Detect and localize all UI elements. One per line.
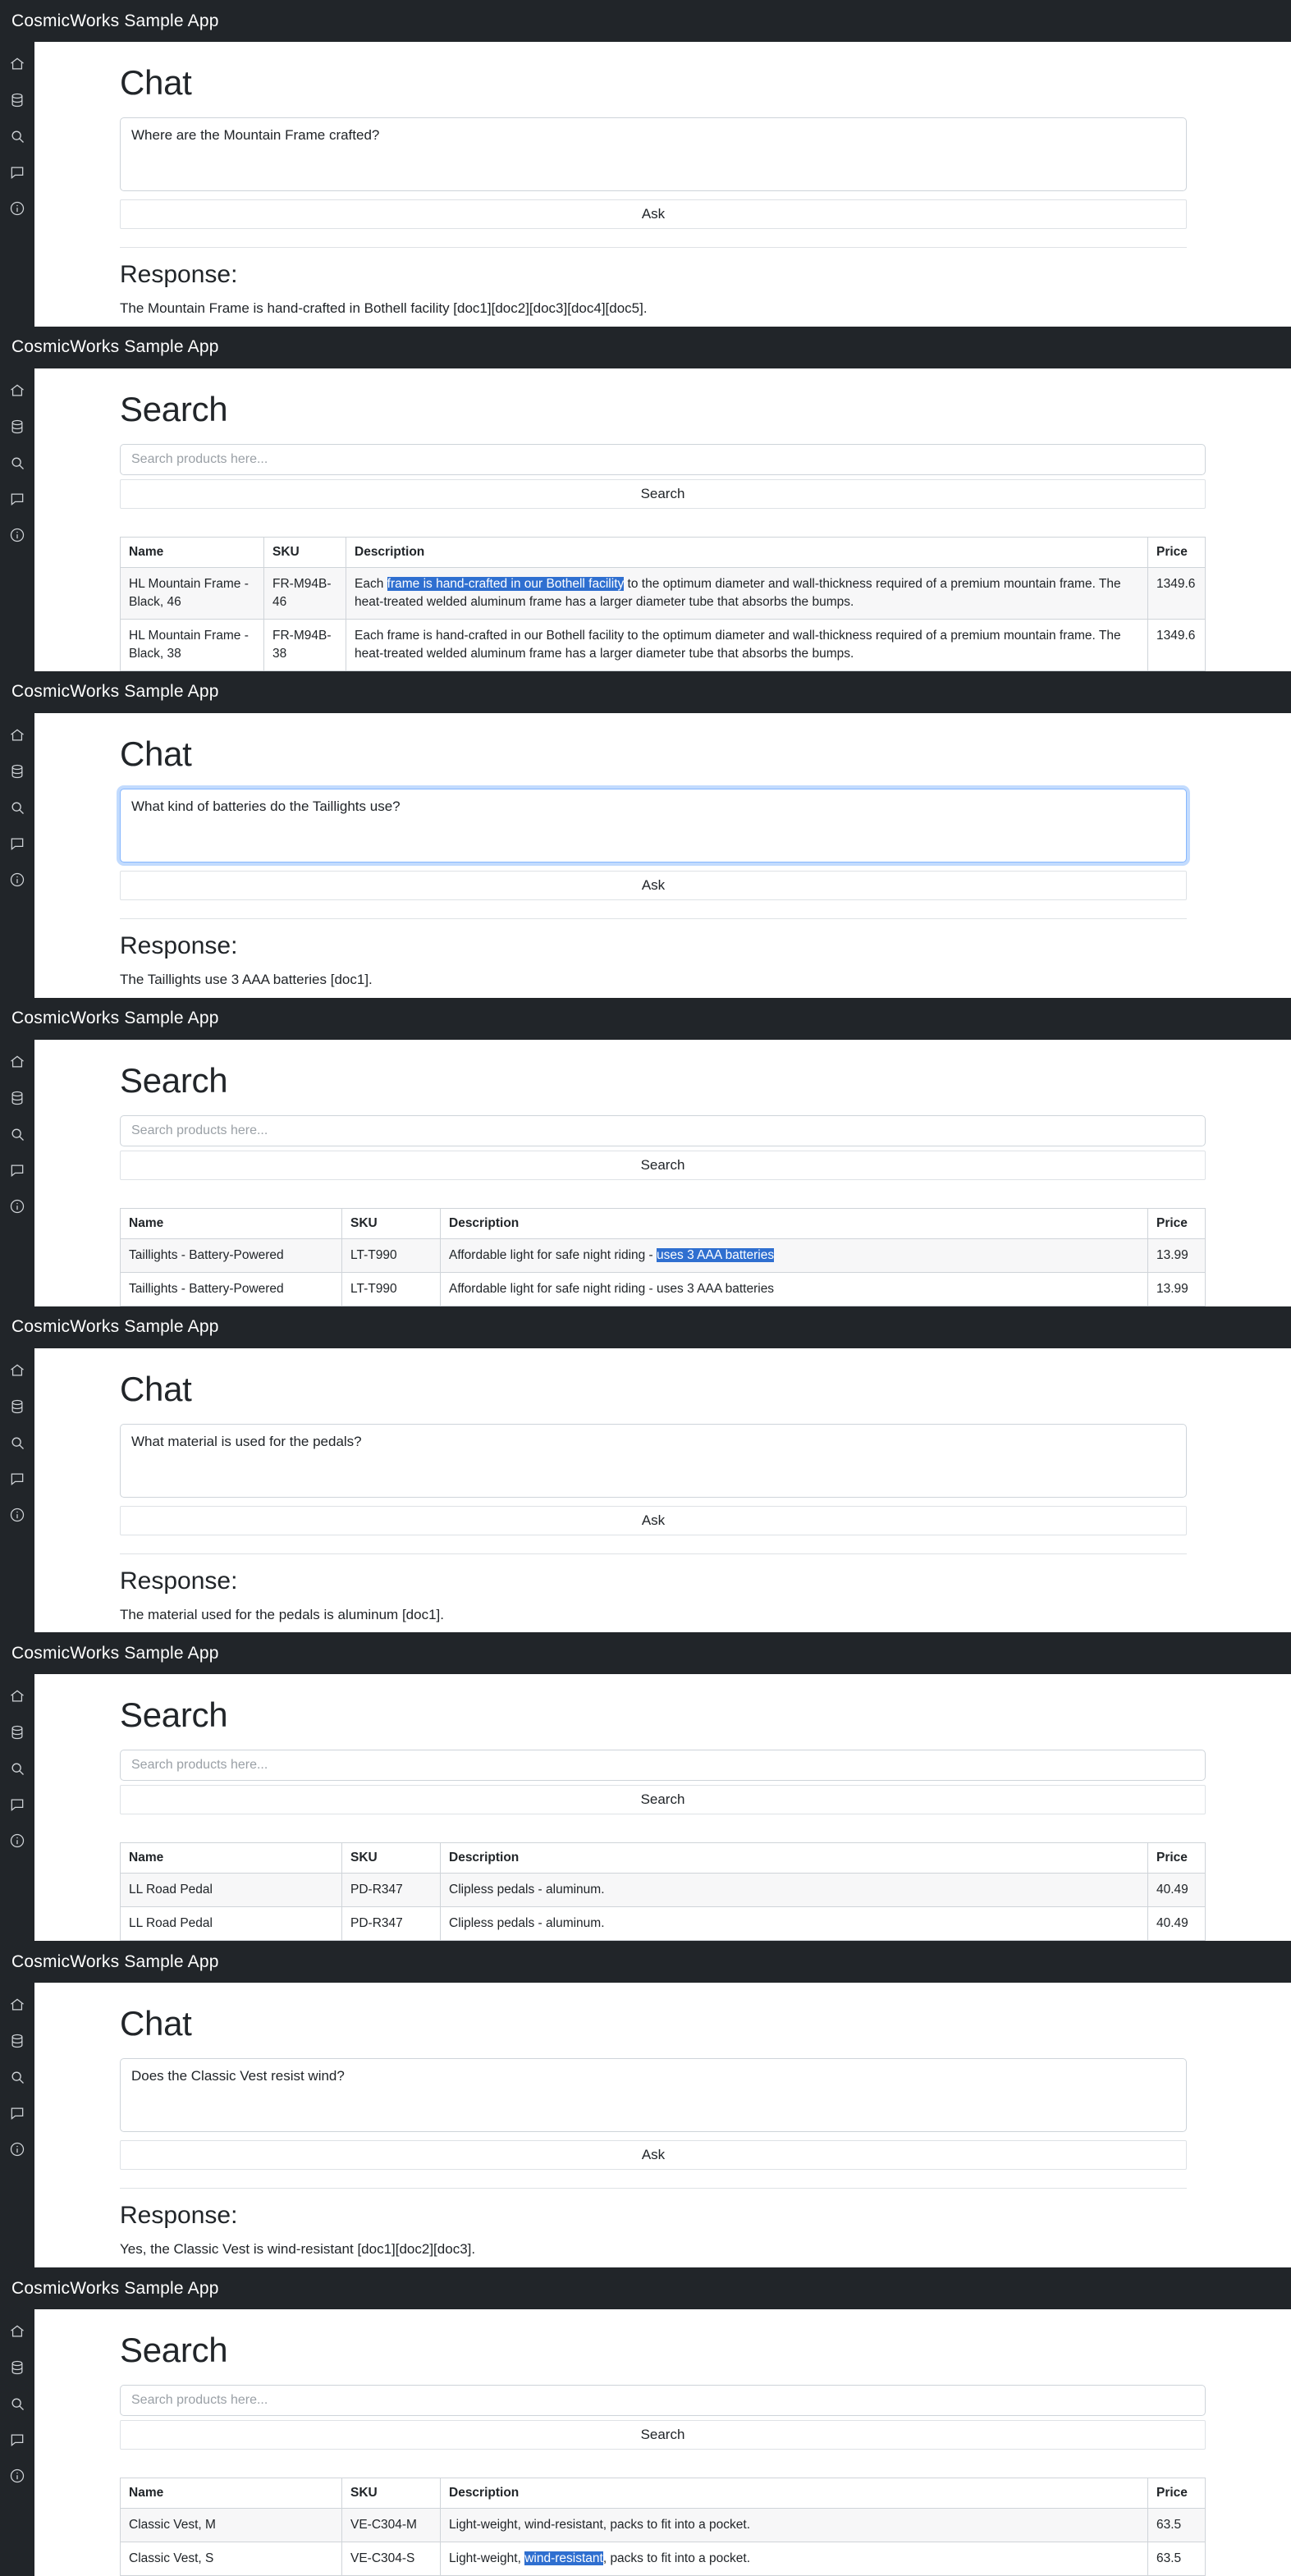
cell-name: Taillights - Battery-Powered — [121, 1272, 342, 1306]
app-title-bar — [0, 1941, 1291, 1983]
panel-body — [0, 368, 1291, 671]
description-highlight: wind-resistant — [524, 2551, 603, 2566]
chat-form — [120, 2058, 1187, 2259]
cell-description — [441, 1874, 1148, 1907]
ask-button[interactable]: Ask — [120, 871, 1187, 900]
results-head-row — [121, 537, 1206, 567]
app-title: CosmicWorks Sample App — [11, 1317, 219, 1337]
search-icon[interactable] — [8, 1434, 26, 1452]
search-input[interactable] — [120, 2385, 1206, 2416]
sidebar-rail — [0, 1983, 34, 2267]
column-header-name: Name — [121, 1843, 342, 1874]
column-header-description: Description — [441, 1843, 1148, 1874]
chat-icon[interactable] — [8, 2104, 26, 2122]
ask-button[interactable]: Ask — [120, 2140, 1187, 2170]
cell-description — [441, 2509, 1148, 2542]
cell-sku: VE-C304-M — [342, 2509, 441, 2542]
cell-price: 40.49 — [1148, 1907, 1206, 1941]
cell-price: 1349.6 — [1148, 619, 1206, 670]
column-header-price: Price — [1148, 1843, 1206, 1874]
chat-question-input[interactable] — [120, 789, 1187, 862]
search-icon[interactable] — [8, 1125, 26, 1143]
results-head — [121, 2478, 1206, 2509]
cell-name: LL Road Pedal — [121, 1907, 342, 1941]
chat-content — [34, 1983, 1291, 2267]
home-icon[interactable] — [8, 1687, 26, 1705]
column-header-description: Description — [441, 1208, 1148, 1238]
database-icon[interactable] — [8, 1089, 26, 1107]
chat-form — [120, 789, 1187, 990]
sidebar-rail — [0, 713, 34, 998]
home-icon[interactable] — [8, 1996, 26, 2014]
home-icon[interactable] — [8, 382, 26, 400]
cell-description — [441, 1238, 1148, 1272]
database-icon[interactable] — [8, 2359, 26, 2377]
chat-panel — [0, 1306, 1291, 1633]
database-icon[interactable] — [8, 1398, 26, 1416]
cell-name: LL Road Pedal — [121, 1874, 342, 1907]
chat-content — [34, 1348, 1291, 1633]
chat-panel — [0, 671, 1291, 998]
response-text: The Taillights use 3 AAA batteries [doc1]. — [120, 971, 373, 987]
search-content — [34, 2309, 1291, 2576]
search-panel — [0, 998, 1291, 1306]
cell-description — [346, 567, 1148, 619]
cell-name: HL Mountain Frame - Black, 38 — [121, 619, 264, 670]
results-body — [121, 567, 1206, 670]
column-header-sku: SKU — [342, 2478, 441, 2509]
panel-body — [0, 1983, 1291, 2267]
table-row[interactable] — [121, 1272, 1206, 1306]
description-pre: Clipless pedals - aluminum. — [449, 1916, 605, 1931]
database-icon[interactable] — [8, 2032, 26, 2050]
page-title: Chat — [120, 1369, 192, 1408]
response-text: The material used for the pedals is aluminum [doc1]. — [120, 1606, 444, 1622]
app-title: CosmicWorks Sample App — [11, 337, 219, 357]
search-icon[interactable] — [8, 2395, 26, 2413]
description-pre: Affordable light for safe night riding - uses 3 AAA batteries — [449, 1281, 775, 1296]
cell-sku: FR-M94B-38 — [264, 619, 346, 670]
chat-panel — [0, 0, 1291, 327]
section-divider — [120, 247, 1187, 248]
panel-body — [0, 713, 1291, 998]
panel-body — [0, 2309, 1291, 2576]
column-header-price: Price — [1148, 2478, 1206, 2509]
page-title: Chat — [120, 63, 192, 102]
cell-name: HL Mountain Frame - Black, 46 — [121, 567, 264, 619]
table-row[interactable] — [121, 1874, 1206, 1907]
results-body — [121, 2509, 1206, 2576]
ask-button[interactable]: Ask — [120, 199, 1187, 229]
response-title: Response: — [120, 931, 238, 959]
column-header-sku: SKU — [342, 1843, 441, 1874]
sidebar-rail — [0, 1040, 34, 1306]
search-button[interactable]: Search — [120, 1151, 1206, 1180]
column-header-description: Description — [346, 537, 1148, 567]
response-title: Response: — [120, 261, 238, 288]
app-title-bar — [0, 0, 1291, 42]
description-pre: Clipless pedals - aluminum. — [449, 1883, 605, 1897]
chat-icon[interactable] — [8, 163, 26, 181]
chat-form — [120, 117, 1187, 318]
description-highlight: uses 3 AAA batteries — [657, 1247, 775, 1262]
column-header-name: Name — [121, 1208, 342, 1238]
column-header-price: Price — [1148, 537, 1206, 567]
section-divider — [120, 918, 1187, 919]
cell-description — [441, 1272, 1148, 1306]
home-icon[interactable] — [8, 2322, 26, 2340]
chat-question-input[interactable] — [120, 117, 1187, 191]
info-icon[interactable] — [8, 871, 26, 889]
search-button[interactable]: Search — [120, 1785, 1206, 1814]
description-pre: Affordable light for safe night riding - — [449, 1247, 657, 1262]
info-icon[interactable] — [8, 526, 26, 544]
results-head — [121, 537, 1206, 567]
app-title-bar — [0, 1306, 1291, 1348]
search-input[interactable] — [120, 444, 1206, 475]
panel-body — [0, 42, 1291, 327]
response-title: Response: — [120, 1567, 238, 1595]
chat-question-input[interactable] — [120, 2058, 1187, 2132]
cell-price: 63.5 — [1148, 2509, 1206, 2542]
page-title: Search — [120, 2331, 228, 2370]
response-text: Yes, the Classic Vest is wind-resistant [doc1][doc2][doc3]. — [120, 2241, 476, 2258]
section-divider — [120, 2188, 1187, 2189]
results-table — [120, 1842, 1206, 1941]
results-head-row — [121, 1843, 1206, 1874]
chat-icon[interactable] — [8, 490, 26, 508]
table-row[interactable] — [121, 2509, 1206, 2542]
app-title-bar — [0, 327, 1291, 368]
description-pre: Light-weight, — [449, 2551, 525, 2566]
chat-icon[interactable] — [8, 1470, 26, 1488]
column-header-sku: SKU — [264, 537, 346, 567]
panel-body — [0, 1674, 1291, 1941]
info-icon[interactable] — [8, 1832, 26, 1850]
search-input[interactable] — [120, 1115, 1206, 1146]
info-icon[interactable] — [8, 2467, 26, 2485]
cell-name: Classic Vest, S — [121, 2542, 342, 2576]
home-icon[interactable] — [8, 726, 26, 744]
ask-button[interactable]: Ask — [120, 1506, 1187, 1535]
cell-description — [441, 2542, 1148, 2576]
app-title: CosmicWorks Sample App — [11, 2278, 219, 2298]
results-head-row — [121, 1208, 1206, 1238]
sidebar-rail — [0, 368, 34, 671]
results-table — [120, 537, 1206, 671]
results-body — [121, 1874, 1206, 1941]
app-title-bar — [0, 998, 1291, 1040]
chat-icon[interactable] — [8, 2431, 26, 2449]
cell-sku: VE-C304-S — [342, 2542, 441, 2576]
results-head-row — [121, 2478, 1206, 2509]
page-title: Chat — [120, 2004, 192, 2043]
section-divider — [120, 1553, 1187, 1554]
panel-body — [0, 1040, 1291, 1306]
description-highlight: frame is hand-crafted in our Bothell facility — [387, 576, 625, 591]
results-table — [120, 2478, 1206, 2576]
search-panel — [0, 1632, 1291, 1941]
cell-price: 13.99 — [1148, 1238, 1206, 1272]
cell-sku: PD-R347 — [342, 1874, 441, 1907]
table-row[interactable] — [121, 2542, 1206, 2576]
sidebar-rail — [0, 2309, 34, 2576]
search-input[interactable] — [120, 1750, 1206, 1781]
cell-price: 13.99 — [1148, 1272, 1206, 1306]
cell-description — [346, 619, 1148, 670]
page-title: Chat — [120, 734, 192, 773]
column-header-name: Name — [121, 2478, 342, 2509]
sidebar-rail — [0, 1348, 34, 1633]
panel-body — [0, 1348, 1291, 1633]
chat-panel — [0, 1941, 1291, 2267]
cell-name: Taillights - Battery-Powered — [121, 1238, 342, 1272]
chat-icon[interactable] — [8, 835, 26, 853]
table-row[interactable] — [121, 1238, 1206, 1272]
cell-price: 63.5 — [1148, 2542, 1206, 2576]
page-title: Search — [120, 389, 228, 428]
database-icon[interactable] — [8, 1723, 26, 1741]
info-icon[interactable] — [8, 199, 26, 217]
cell-sku: FR-M94B-46 — [264, 567, 346, 619]
info-icon[interactable] — [8, 1506, 26, 1524]
chat-content — [34, 42, 1291, 327]
chat-icon[interactable] — [8, 1161, 26, 1179]
sidebar-rail — [0, 42, 34, 327]
search-content — [34, 1040, 1291, 1306]
info-icon[interactable] — [8, 2140, 26, 2158]
column-header-description: Description — [441, 2478, 1148, 2509]
cell-sku: PD-R347 — [342, 1907, 441, 1941]
app-title: CosmicWorks Sample App — [11, 682, 219, 702]
table-row[interactable] — [121, 567, 1206, 619]
search-panel — [0, 2267, 1291, 2576]
search-button[interactable]: Search — [120, 2420, 1206, 2450]
search-icon[interactable] — [8, 127, 26, 145]
cell-price: 1349.6 — [1148, 567, 1206, 619]
home-icon[interactable] — [8, 55, 26, 73]
results-head — [121, 1208, 1206, 1238]
info-icon[interactable] — [8, 1197, 26, 1215]
column-header-sku: SKU — [342, 1208, 441, 1238]
chat-icon[interactable] — [8, 1796, 26, 1814]
description-pre: Each — [355, 576, 387, 591]
page-title: Search — [120, 1060, 228, 1100]
home-icon[interactable] — [8, 1053, 26, 1071]
description-post: to the optimum diameter and wall-thickness required of a premium mountain frame. The heat-treated welded aluminum frame has a larger diameter tube that absorbs the bumps. — [355, 576, 1121, 609]
app-title: CosmicWorks Sample App — [11, 1643, 219, 1663]
search-icon[interactable] — [8, 798, 26, 817]
search-icon[interactable] — [8, 1759, 26, 1778]
description-post: , packs to fit into a pocket. — [602, 2551, 751, 2566]
results-body — [121, 1238, 1206, 1306]
response-text: The Mountain Frame is hand-crafted in Bothell facility [doc1][doc2][doc3][doc4][doc5]. — [120, 300, 648, 316]
response-title: Response: — [120, 2202, 238, 2230]
app-title-bar — [0, 671, 1291, 713]
search-button[interactable]: Search — [120, 479, 1206, 509]
results-table — [120, 1208, 1206, 1306]
app-title: CosmicWorks Sample App — [11, 11, 219, 30]
description-pre: Light-weight, wind-resistant, packs to fit into a pocket. — [449, 2518, 751, 2533]
app-title-bar — [0, 2267, 1291, 2309]
home-icon[interactable] — [8, 1361, 26, 1380]
table-row[interactable] — [121, 619, 1206, 670]
chat-form — [120, 1424, 1187, 1625]
cell-description — [441, 1907, 1148, 1941]
app-title: CosmicWorks Sample App — [11, 1951, 219, 1971]
chat-question-input[interactable] — [120, 1424, 1187, 1498]
chat-content — [34, 713, 1291, 998]
page-title: Search — [120, 1695, 228, 1735]
search-icon[interactable] — [8, 454, 26, 472]
cell-name: Classic Vest, M — [121, 2509, 342, 2542]
search-content — [34, 368, 1291, 671]
results-head — [121, 1843, 1206, 1874]
app-title: CosmicWorks Sample App — [11, 1009, 219, 1028]
cell-sku: LT-T990 — [342, 1272, 441, 1306]
description-pre: Each frame is hand-crafted in our Bothell facility to the optimum diameter and wall-thickness required of a premium mountain frame. The heat-treated welded aluminum frame has a larger diameter tube that absorbs the bumps. — [355, 628, 1121, 661]
sidebar-rail — [0, 1674, 34, 1941]
cell-sku: LT-T990 — [342, 1238, 441, 1272]
database-icon[interactable] — [8, 762, 26, 780]
table-row[interactable] — [121, 1907, 1206, 1941]
database-icon[interactable] — [8, 91, 26, 109]
search-panel — [0, 327, 1291, 671]
column-header-name: Name — [121, 537, 264, 567]
cell-price: 40.49 — [1148, 1874, 1206, 1907]
app-title-bar — [0, 1632, 1291, 1674]
column-header-price: Price — [1148, 1208, 1206, 1238]
search-icon[interactable] — [8, 2068, 26, 2086]
search-content — [34, 1674, 1291, 1941]
database-icon[interactable] — [8, 418, 26, 436]
